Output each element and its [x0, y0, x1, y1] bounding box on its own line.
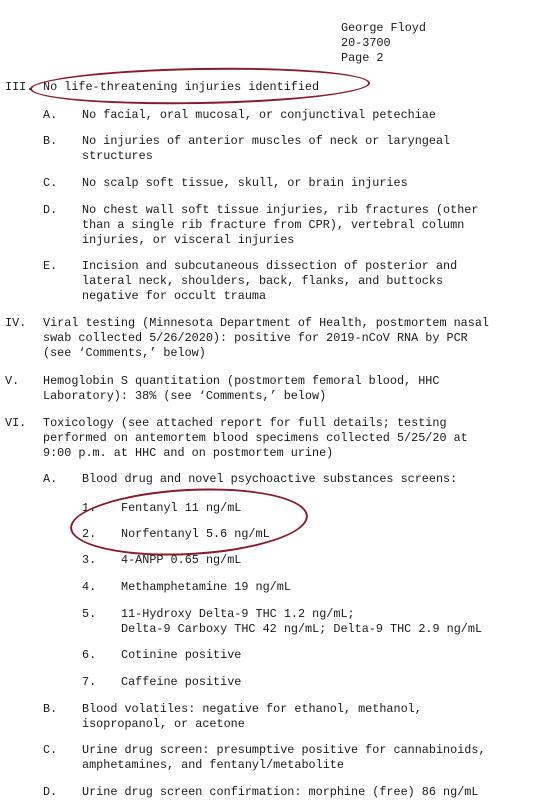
item-letter: A. [43, 472, 58, 486]
item-text: No injuries of anterior muscles of neck or laryngeal [82, 134, 451, 148]
drug-result: 4-ANPP 0.65 ng/mL [121, 553, 242, 567]
section-vi-number: VI. [5, 416, 27, 430]
drug-number: 2. [82, 527, 97, 541]
item-letter: A. [43, 108, 58, 122]
item-letter: D. [43, 203, 58, 217]
item-text: lateral neck, shoulders, back, flanks, and buttocks [82, 274, 444, 288]
item-letter: B. [43, 702, 58, 716]
drug-result: Fentanyl 11 ng/mL [121, 501, 242, 515]
section-iii-heading: No life-threatening injuries identified [43, 80, 320, 94]
section-v-text: Laboratory): 38% (see ‘Comments,’ below) [43, 389, 327, 403]
item-text: injuries, or visceral injuries [82, 233, 295, 247]
item-text: No facial, oral mucosal, or conjunctival petechiae [82, 108, 436, 122]
item-letter: C. [43, 176, 58, 190]
drug-number: 5. [82, 607, 97, 621]
section-vi-text: performed on antemortem blood specimens collected 5/25/20 at [43, 431, 468, 445]
section-v-number: V. [5, 374, 20, 388]
item-text: isopropanol, or acetone [82, 717, 245, 731]
section-vi-text: Toxicology (see attached report for full details; testing [43, 416, 447, 430]
header-case-number: 20-3700 [341, 36, 391, 50]
item-text: Incision and subcutaneous dissection of posterior and [82, 259, 458, 273]
drug-number: 3. [82, 553, 97, 567]
section-iv-text: (see ‘Comments,’ below) [43, 346, 206, 360]
highlight-oval-no-injuries [30, 65, 371, 107]
header-page-number: Page 2 [341, 51, 384, 65]
item-text: structures [82, 149, 153, 163]
section-iv-number: IV. [5, 316, 27, 330]
item-letter: D. [43, 785, 58, 799]
item-text: Urine drug screen confirmation: morphine (free) 86 ng/mL [82, 785, 479, 799]
drug-number: 4. [82, 580, 97, 594]
drug-result: Norfentanyl 5.6 ng/mL [121, 527, 270, 541]
drug-number: 6. [82, 648, 97, 662]
drug-result: Methamphetamine 19 ng/mL [121, 580, 291, 594]
item-text: Urine drug screen: presumptive positive for cannabinoids, [82, 743, 486, 757]
item-text: Blood volatiles: negative for ethanol, methanol, [82, 702, 422, 716]
section-iv-text: swab collected 5/26/2020): positive for 2019-nCoV RNA by PCR [43, 331, 468, 345]
drug-result: Cotinine positive [121, 648, 242, 662]
item-letter: E. [43, 259, 58, 273]
header-name: George Floyd [341, 21, 426, 35]
section-v-text: Hemoglobin S quantitation (postmortem femoral blood, HHC [43, 374, 440, 388]
item-text: No scalp soft tissue, skull, or brain injuries [82, 176, 408, 190]
item-text: than a single rib fracture from CPR), vertebral column [82, 218, 465, 232]
section-iii-number: III. [5, 80, 34, 94]
item-text: No chest wall soft tissue injuries, rib fractures (other [82, 203, 479, 217]
drug-result: Delta-9 Carboxy THC 42 ng/mL; Delta-9 THC 2.9 ng/mL [121, 622, 483, 636]
item-text: amphetamines, and fentanyl/metabolite [82, 758, 344, 772]
section-vi-text: 9:00 p.m. at HHC and on postmortem urine) [43, 446, 334, 460]
highlight-oval-fentanyl [68, 483, 309, 561]
item-text: Blood drug and novel psychoactive substances screens: [82, 472, 458, 486]
drug-number: 7. [82, 675, 97, 689]
item-letter: B. [43, 134, 58, 148]
drug-number: 1. [82, 501, 97, 515]
drug-result: 11-Hydroxy Delta-9 THC 1.2 ng/mL; [121, 607, 355, 621]
drug-result: Caffeine positive [121, 675, 242, 689]
item-text: negative for occult trauma [82, 289, 267, 303]
section-iv-text: Viral testing (Minnesota Department of Health, postmortem nasal [43, 316, 489, 330]
item-letter: C. [43, 743, 58, 757]
